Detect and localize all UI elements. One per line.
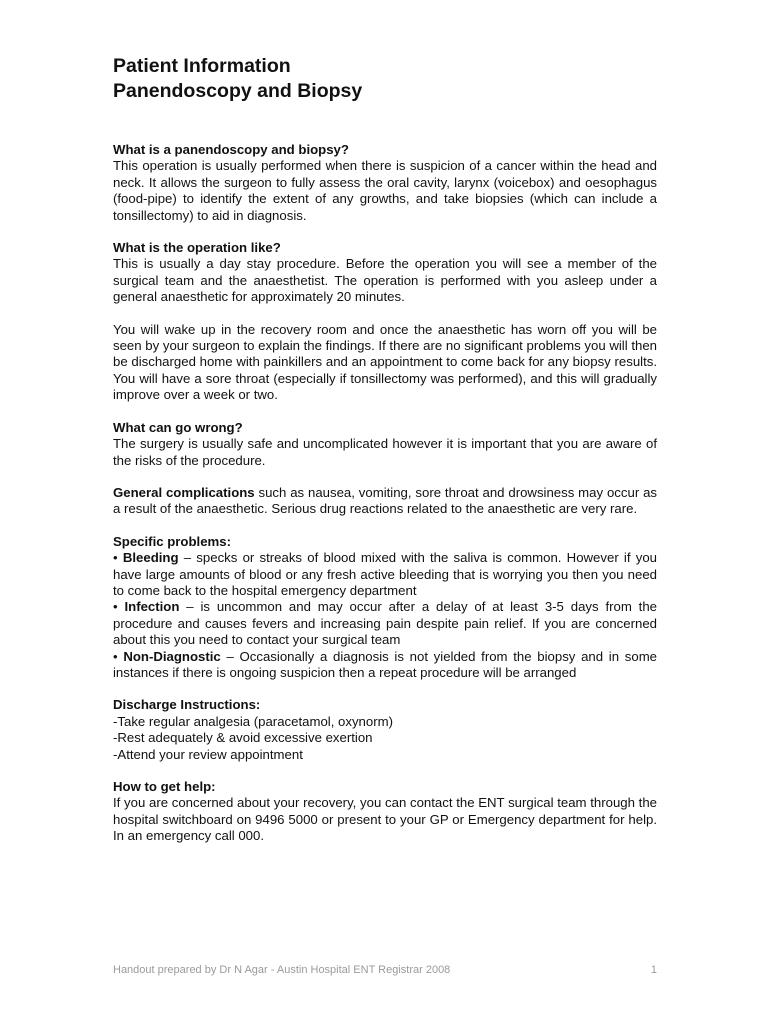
bullet: • [113, 648, 124, 664]
section-body: The surgery is usually safe and uncomplicated however it is important that you are aware of the risks of the procedure. [113, 436, 657, 468]
general-complications-label: General complications [113, 484, 255, 500]
section-body: You will wake up in the recovery room and once the anaesthetic has worn off you will be seen by your surgeon to explain the findings. If there are no significant problems you will then be discharged home with painkillers and an appointment to come back for any biopsy results. You will have a sore throat (especially if tonsillectomy was performed), and this will gradually improve over a week or two. [113, 321, 657, 403]
page-subtitle: Panendoscopy and Biopsy [113, 80, 363, 102]
section-operation [113, 240, 657, 404]
list-item-non-diagnostic [113, 649, 657, 682]
bullet: • [113, 599, 125, 615]
list-item-text: – Occasionally a diagnosis is not yielded from the biopsy and in some instances if there is ongoing suspicion then a repeat procedure will be arranged [113, 648, 658, 680]
section-what-is [113, 142, 657, 224]
section-heading: What is the operation like? [113, 240, 281, 256]
footer-credit: Handout prepared by Dr N Agar - Austin Hospital ENT Registrar 2008 [113, 964, 451, 976]
page-footer [113, 964, 657, 976]
list-item: -Take regular analgesia (paracetamol, oxynorm) [113, 713, 393, 729]
section-heading: What can go wrong? [113, 419, 243, 435]
list-item-bleeding [113, 550, 657, 599]
list-item: -Attend your review appointment [113, 746, 303, 762]
list-item-label: Infection [124, 599, 180, 615]
list-item-text: – is uncommon and may occur after a delay of at least 3-5 days from the procedure and causes fevers and increasing pain despite pain relief. If you are concerned about this you need to contact your surgical team [113, 599, 657, 648]
bullet: • [113, 550, 123, 566]
list-item-label: Bleeding [122, 550, 179, 566]
section-heading: What is a panendoscopy and biopsy? [113, 142, 349, 157]
page-number: 1 [650, 964, 657, 976]
document-page [113, 54, 657, 861]
section-what-can-go-wrong [113, 420, 657, 469]
page-title: Patient Information [113, 55, 291, 77]
list-item-label: Non-Diagnostic [123, 648, 221, 664]
section-body: This is usually a day stay procedure. Before the operation you will see a member of the surgical team and the anaesthetist. The operation is performed with you asleep under a general anaesthetic for approximately 20 minutes. [113, 256, 657, 305]
section-body: This operation is usually performed when there is suspicion of a cancer within the head and neck. It allows the surgeon to fully assess the oral cavity, larynx (voicebox) and oesophagus (food-pipe) to identify the extent of any growths, and take biopsies (which can include a tonsillectomy) to aid in diagnosis. [113, 158, 657, 223]
section-specific-problems [113, 534, 657, 682]
general-complications-text: such as nausea, vomiting, sore throat and drowsiness may occur as a result of the anaesthetic. Serious drug reactions related to the anaesthetic are very rare. [113, 484, 657, 517]
section-discharge [113, 697, 657, 763]
title-block [113, 54, 657, 104]
list-item: -Rest adequately & avoid excessive exertion [113, 730, 373, 746]
section-heading: Specific problems: [113, 533, 231, 549]
section-help [113, 779, 657, 845]
section-body [113, 485, 657, 518]
list-item-infection [113, 599, 657, 648]
list-item-text: – specks or streaks of blood mixed with the saliva is common. However if you have large amounts of blood or any fresh active bleeding that is worrying you then you need to come back to the hospital emergency department [113, 550, 658, 598]
section-heading: How to get help: [113, 779, 216, 794]
section-body: If you are concerned about your recovery, you can contact the ENT surgical team through the hospital switchboard on 9496 5000 or present to your GP or Emergency department for help. In an emergency call 000. [113, 795, 657, 844]
section-general-complications [113, 485, 657, 518]
section-heading: Discharge Instructions: [113, 697, 261, 713]
